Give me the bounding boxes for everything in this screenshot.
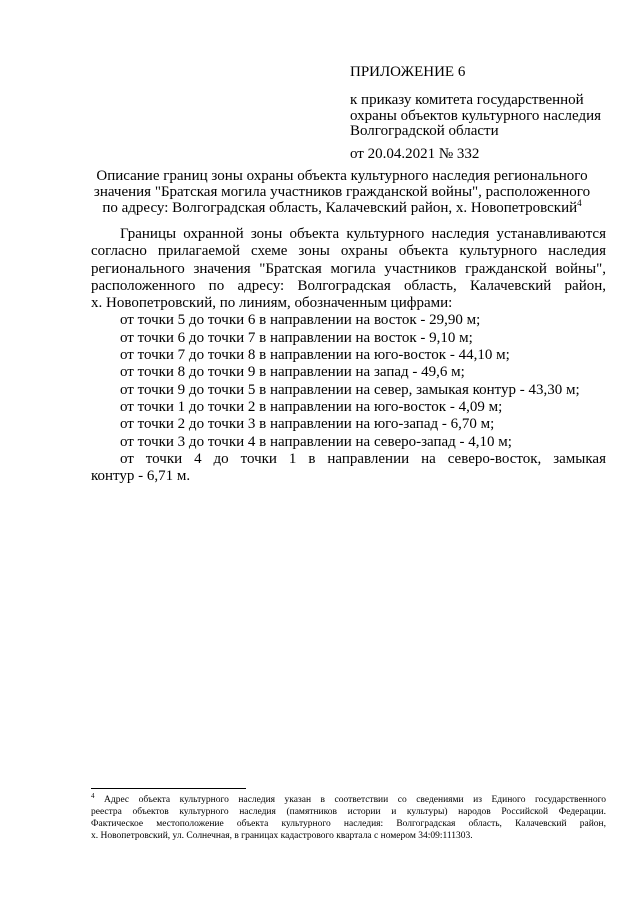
footnote-line: х. Новопетровский, ул. Солнечная, в границах кадастрового квартала с номером 34:09:111303. — [91, 831, 473, 841]
intro-line: регионального значения "Братская могила участников гражданской войны", — [91, 260, 606, 277]
annex-title: ПРИЛОЖЕНИЕ 6 — [350, 64, 466, 80]
intro-line: расположенного по адресу: Волгоградская область, Калачевский район, — [91, 277, 606, 294]
title-line: значения "Братская могила участников гражданской войны", расположенного — [93, 184, 591, 200]
footnote-line-text: Адрес объекта культурного наследия указан в соответствии со сведениями из Единого государственного — [104, 795, 607, 805]
intro-line: Границы охранной зоны объекта культурного наследия устанавливаются — [120, 226, 606, 242]
annex-ref-line: к приказу комитета государственной — [350, 92, 584, 108]
boundary-item: от точки 1 до точки 2 в направлении на юго-восток - 4,09 м; — [120, 398, 503, 415]
boundary-item: от точки 3 до точки 4 в направлении на северо-запад - 4,10 м; — [120, 433, 512, 450]
title-line-text: по адресу: Волгоградская область, Калачевский район, х. Новопетровский — [102, 200, 578, 216]
annex-reference — [350, 93, 608, 140]
intro-line: х. Новопетровский, по линиям, обозначенным цифрами: — [91, 295, 453, 312]
annex-ref-line: охраны объектов культурного наследия — [350, 107, 602, 124]
footnote — [91, 791, 607, 842]
boundary-item: от точки 8 до точки 9 в направлении на запад - 49,6 м; — [120, 364, 465, 381]
footnote-line: реестра объектов культурного наследия (памятников истории и культуры) народов Российской Федерации. — [91, 807, 606, 817]
boundary-item: от точки 5 до точки 6 в направлении на восток - 29,90 м; — [120, 312, 481, 329]
boundary-item-last-line: контур - 6,71 м. — [91, 468, 191, 485]
title-line: Описание границ зоны охраны объекта культурного наследия регионального — [96, 168, 588, 184]
boundary-item: от точки 6 до точки 7 в направлении на восток - 9,10 м; — [120, 329, 473, 346]
intro-line: согласно прилагаемой схеме зоны охраны объекта культурного наследия — [91, 243, 606, 260]
title-line-last — [82, 200, 602, 216]
boundary-item: от точки 2 до точки 3 в направлении на юго-запад - 6,70 м; — [120, 416, 495, 433]
document-body — [91, 226, 606, 485]
footnote-line: Фактическое местоположение объекта культурного наследия: Волгоградская область, Калачевский район, — [91, 819, 606, 829]
boundary-item: от точки 7 до точки 8 в направлении на юго-восток - 44,10 м; — [120, 347, 510, 364]
title-footnote-mark: 4 — [577, 198, 582, 208]
document-title — [82, 168, 602, 216]
annex-date: от 20.04.2021 № 332 — [350, 146, 480, 162]
boundary-item-last-line: от точки 4 до точки 1 в направлении на северо-восток, замыкая — [120, 450, 606, 467]
annex-ref-line: Волгоградской области — [350, 123, 499, 139]
boundary-item: от точки 9 до точки 5 в направлении на север, замыкая контур - 43,30 м; — [120, 381, 580, 398]
footnote-line-first — [91, 791, 607, 806]
footnote-separator — [91, 788, 246, 789]
footnote-mark: 4 — [91, 791, 95, 800]
